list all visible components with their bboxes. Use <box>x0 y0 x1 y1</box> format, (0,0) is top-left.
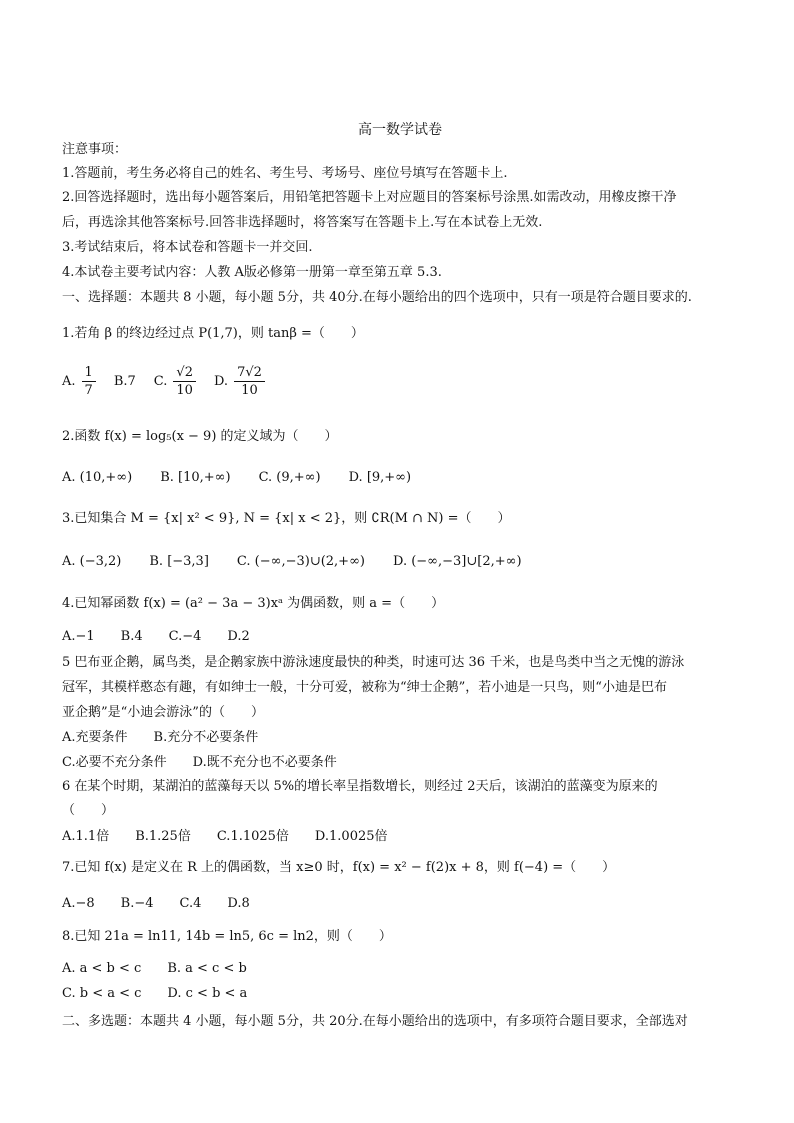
option-3d: D. (−∞,−3]∪[2,+∞) <box>392 554 522 569</box>
question-4-stem: 4.已知幂函数 f(x) = (a² − 3a − 3)xᵃ 为偶函数，则 a =（ ） <box>62 596 445 611</box>
question-2-stem: 2.函数 f(x) = log₅(x − 9) 的定义域为（ ） <box>62 429 338 444</box>
question-2-options <box>62 470 429 485</box>
question-7-stem: 7.已知 f(x) 是定义在 R 上的偶函数，当 x≥0 时，f(x) = x² − f(2)x + 8，则 f(−4) =（ ） <box>62 860 616 875</box>
notice-header: 注意事项： <box>62 142 128 157</box>
question-3-options <box>62 554 540 569</box>
question-4-options: A.−1 B.4 C.−4 D.2 <box>62 629 250 644</box>
question-5-line-2: 冠军，其模样憨态有趣，有如绅士一般，十分可爱，被称为“绅士企鹅”，若小迪是一只鸟，则“小迪是巴布 <box>62 680 667 695</box>
notice-3: 3.考试结束后，将本试卷和答题卡一并交回. <box>62 240 313 255</box>
fraction: $\frac{√2}{10}$ <box>173 364 196 399</box>
notice-2: 2.回答选择题时，选出每小题答案后，用铅笔把答题卡上对应题目的答案标号涂黑.如需改动，用橡皮擦干净 <box>62 190 677 205</box>
option-1c: C. $\frac{√2}{10}$ <box>154 364 196 399</box>
option-2b: B. [10,+∞) <box>160 470 231 485</box>
question-8-stem: 8.已知 21a = ln11, 14b = ln5, 6c = ln2，则（ ） <box>62 929 392 944</box>
option-3a: A. (−3,2) <box>62 554 122 569</box>
notice-2-cont: 后，再选涂其他答案标号.回答非选择题时，将答案写在答题卡上.写在本试卷上无效. <box>62 215 543 230</box>
question-8-options-ab: A. a < b < c B. a < c < b <box>62 961 247 976</box>
question-1-stem: 1.若角 β 的终边经过点 P(1,7)，则 tanβ =（ ） <box>62 326 364 341</box>
question-5-options-cd: C.必要不充分条件 D.既不充分也不必要条件 <box>62 755 337 770</box>
page-title: 高一数学试卷 <box>358 122 442 138</box>
question-7-options: A.−8 B.−4 C.4 D.8 <box>62 896 250 911</box>
exam-page <box>62 0 738 1123</box>
question-3-stem: 3.已知集合 M = {x| x² < 9}, N = {x| x < 2}，则 ∁R(M ∩ N) =（ ） <box>62 511 511 526</box>
question-1-options <box>62 364 283 399</box>
question-6-options: A.1.1倍 B.1.25倍 C.1.1025倍 D.1.0025倍 <box>62 829 388 844</box>
option-2c: C. (9,+∞) <box>258 470 321 485</box>
option-2d: D. [9,+∞) <box>348 470 412 485</box>
question-5-line-3: 亚企鹅”是“小迪会游泳”的（ ） <box>62 705 264 720</box>
question-5-options-ab: A.充要条件 B.充分不必要条件 <box>62 730 259 745</box>
question-5-line-1: 5 巴布亚企鹅，属鸟类，是企鹅家族中游泳速度最快的种类，时速可达 36 千米，也是鸟类中当之无愧的游泳 <box>62 655 685 670</box>
option-1a: A. $\frac{1}{7}$ <box>62 364 96 399</box>
option-1d: D. $\frac{7√2}{10}$ <box>214 364 265 399</box>
question-6-line-2: （ ） <box>62 803 115 818</box>
section-1-heading: 一、选择题：本题共 8 小题，每小题 5分，共 40分.在每小题给出的四个选项中，只有一项是符合题目要求的. <box>62 290 692 305</box>
option-3c: C. (−∞,−3)∪(2,+∞) <box>236 554 365 569</box>
notice-1: 1.答题前，考生务必将自己的姓名、考生号、考场号、座位号填写在答题卡上. <box>62 166 508 181</box>
section-2-heading: 二、多选题：本题共 4 小题，每小题 5分，共 20分.在每小题给出的选项中，有多项符合题目要求，全部选对 <box>62 1014 688 1029</box>
fraction: $\frac{1}{7}$ <box>82 364 96 399</box>
question-6-line-1: 6 在某个时期，某湖泊的蓝藻每天以 5%的增长率呈指数增长，则经过 2天后，该湖泊的蓝藻变为原来的 <box>62 779 658 794</box>
fraction: $\frac{7√2}{10}$ <box>234 364 265 399</box>
option-2a: A. (10,+∞) <box>62 470 133 485</box>
notice-4: 4.本试卷主要考试内容：人教 A版必修第一册第一章至第五章 5.3. <box>62 265 442 280</box>
question-8-options-cd: C. b < a < c D. c < b < a <box>62 986 248 1001</box>
option-1b: B.7 <box>113 374 136 389</box>
option-3b: B. [−3,3] <box>149 554 209 569</box>
